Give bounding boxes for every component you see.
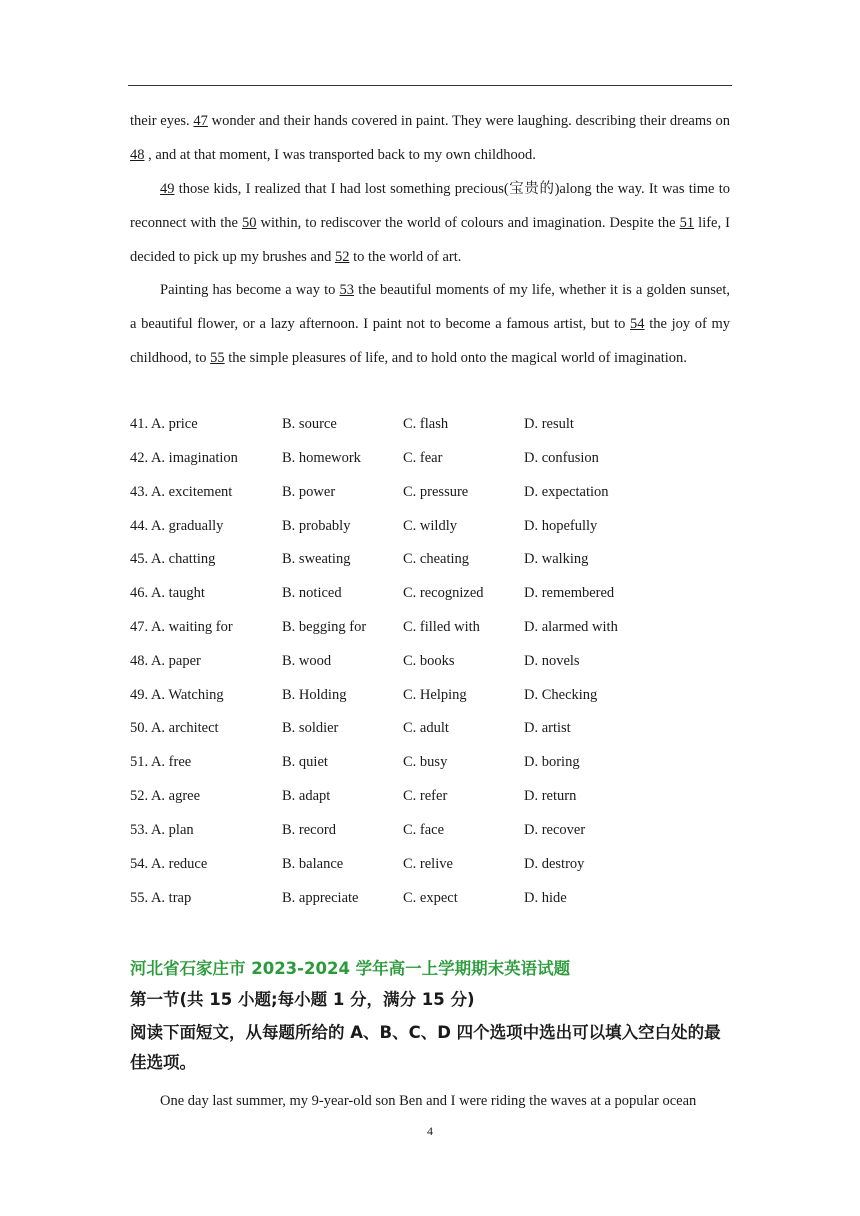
paragraph-3 [130,274,730,375]
text-span: , and at that moment, I was transported back to my own childhood. [144,146,536,163]
option-c: C. cheating [403,551,470,567]
option-a: 54. A. reduce [130,856,208,872]
option-d: D. alarmed with [524,619,618,635]
option-row-53 [130,822,730,846]
text-span: the beautiful moments of my life, whether it is a golden sunset, a beautiful flower, or a lazy afternoon. I paint not to become a famous artist, but to [130,282,730,332]
option-row-50 [130,720,730,744]
option-row-43 [130,484,730,508]
option-c: C. relive [403,856,453,872]
option-b: B. quiet [282,754,328,770]
option-c: C. recognized [403,585,484,601]
option-b: B. soldier [282,720,339,736]
passage-first-line: One day last summer, my 9-year-old son Ben and I were riding the waves at a popular ocean [160,1093,697,1109]
option-b: B. balance [282,856,344,872]
option-a: 43. A. excitement [130,484,233,500]
option-d: D. hopefully [524,518,598,534]
blank-53: 53 [339,282,355,298]
option-d: D. walking [524,551,589,567]
option-d: D. remembered [524,585,615,601]
option-b: B. Holding [282,687,347,703]
option-c: C. flash [403,416,449,432]
option-b: B. adapt [282,788,331,804]
option-a: 52. A. agree [130,788,201,804]
option-b: B. sweating [282,551,351,567]
option-d: D. Checking [524,687,598,703]
option-b: B. power [282,484,336,500]
option-c: C. books [403,653,455,669]
text-span: to the world of art. [349,248,462,265]
option-b: B. noticed [282,585,342,601]
option-c: C. refer [403,788,448,804]
option-row-46 [130,585,730,609]
option-a: 51. A. free [130,754,192,770]
option-row-42 [130,450,730,474]
option-row-48 [130,653,730,677]
option-row-41 [130,416,730,440]
header-rule [128,85,732,86]
text-span: the joy of my childhood, to [130,315,731,366]
option-d: D. artist [524,720,571,736]
blank-50: 50 [242,214,257,231]
option-a: 42. A. imagination [130,450,238,466]
option-d: D. expectation [524,484,609,500]
blank-55: 55 [210,349,225,366]
text-span: the simple pleasures of life, and to hold onto the magical world of imagination. [224,349,687,366]
option-a: 47. A. waiting for [130,619,233,635]
option-row-49 [130,687,730,711]
option-c: C. wildly [403,518,457,534]
option-b: B. homework [282,450,361,466]
option-d: D. result [524,416,574,432]
option-c: C. adult [403,720,449,736]
option-a: 50. A. architect [130,720,219,736]
option-row-54 [130,856,730,880]
paragraph-2 [130,173,730,274]
option-a: 53. A. plan [130,822,194,838]
blank-54: 54 [630,315,645,332]
text-span: life, I decided to pick up my brushes and [130,214,730,265]
option-b: B. probably [282,518,351,534]
option-d: D. boring [524,754,580,770]
instruction-text: 阅读下面短文，从每题所给的 A、B、C、D 四个选项中选出可以填入空白处的最佳选项。 [130,1023,721,1072]
text-span: those kids, I realized that I had lost something precious(宝贵的)along the way. It was time to reconnect with the [130,181,730,231]
option-c: C. busy [403,754,448,770]
option-d: D. novels [524,653,580,669]
blank-52: 52 [334,248,350,265]
option-c: C. Helping [403,687,467,703]
blank-51: 51 [679,214,695,231]
option-c: C. expect [403,890,458,906]
blank-48: 48 [130,146,145,163]
text-span: their eyes. [130,113,194,129]
part-heading: 第一节(共 15 小题;每小题 1 分，满分 15 分) [130,990,475,1009]
option-d: D. recover [524,822,586,838]
option-b: B. begging for [282,619,367,635]
option-a: 48. A. paper [130,653,201,669]
option-b: B. source [282,416,337,432]
option-b: B. appreciate [282,890,359,906]
option-row-52 [130,788,730,812]
blank-49: 49 [160,181,175,197]
option-a: 45. A. chatting [130,551,216,567]
option-a: 49. A. Watching [130,687,224,703]
option-row-55 [130,890,730,914]
option-d: D. confusion [524,450,599,466]
option-c: C. pressure [403,484,469,500]
section-title: 河北省石家庄市 2023-2024 学年高一上学期期末英语试题 [130,959,571,978]
option-b: B. wood [282,653,332,669]
text-span: within, to rediscover the world of colours and imagination. Despite the [256,214,680,231]
option-d: D. hide [524,890,567,906]
option-row-47 [130,619,730,643]
option-a: 55. A. trap [130,890,192,906]
text-span: wonder and their hands covered in paint. They were laughing. describing their dreams on [207,113,730,129]
option-d: D. return [524,788,577,804]
option-a: 46. A. taught [130,585,205,601]
paragraph-1 [130,105,730,173]
option-d: D. destroy [524,856,585,872]
option-a: 44. A. gradually [130,518,224,534]
option-c: C. fear [403,450,443,466]
option-row-45 [130,551,730,575]
option-b: B. record [282,822,336,838]
page-number: 4 [427,1124,433,1138]
option-a: 41. A. price [130,416,198,432]
blank-47: 47 [193,113,208,129]
option-row-44 [130,518,730,542]
option-c: C. face [403,822,445,838]
option-row-51 [130,754,730,778]
text-span: Painting has become a way to [160,282,340,298]
option-c: C. filled with [403,619,480,635]
